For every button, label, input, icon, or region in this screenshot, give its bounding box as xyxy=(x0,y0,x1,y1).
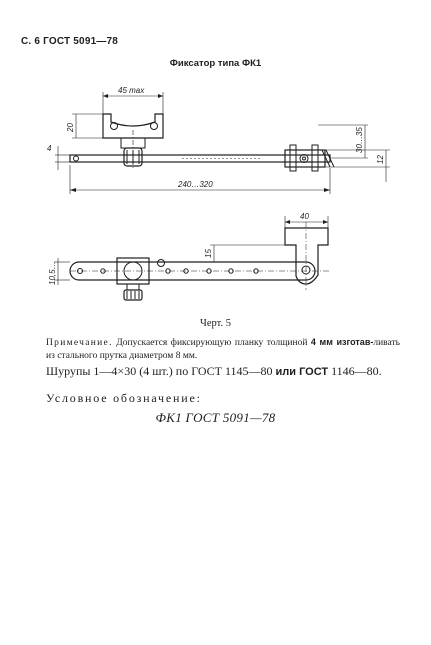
screws-or: или xyxy=(275,366,297,378)
page-header: С. 6 ГОСТ 5091—78 xyxy=(21,36,119,47)
screws-text-1: Шурупы 1—4×30 (4 шт.) по ГОСТ 1145—80 xyxy=(46,364,273,378)
screws-text-2: 1146—80. xyxy=(331,364,382,378)
screws-gost: ГОСТ xyxy=(299,366,329,378)
note-bold-part: 4 мм изготав- xyxy=(310,337,374,347)
note-text-before: Допускается фиксирующую планку толщиной xyxy=(116,338,308,348)
note-text-after: ливать из стального прутка диаметром 8 мм. xyxy=(46,338,400,361)
designation-label: Условное обозначение: xyxy=(46,391,202,405)
note-paragraph xyxy=(46,336,400,363)
dim-width-top: 45 max xyxy=(118,86,145,95)
dim-height-bottom: 15 xyxy=(204,249,213,258)
designation: ФК1 ГОСТ 5091—78 xyxy=(155,410,276,425)
top-view xyxy=(55,92,390,194)
note-label: Примечание. xyxy=(46,338,113,348)
bottom-view xyxy=(54,216,330,300)
dim-span: 240…320 xyxy=(178,180,213,189)
dim-bracket-height: 20 xyxy=(66,123,75,132)
dim-height-right: 30…35 xyxy=(355,127,364,153)
dim-gap-right: 12 xyxy=(376,155,385,164)
dim-height-left: 10,5… xyxy=(48,261,57,285)
dim-thickness: 4 xyxy=(47,144,52,153)
screws-paragraph xyxy=(46,364,400,380)
dim-width-bottom: 40 xyxy=(300,212,309,221)
figure-caption: Черт. 5 xyxy=(200,318,231,329)
technical-drawing xyxy=(0,0,431,320)
figure-title: Фиксатор типа ФК1 xyxy=(169,58,262,69)
